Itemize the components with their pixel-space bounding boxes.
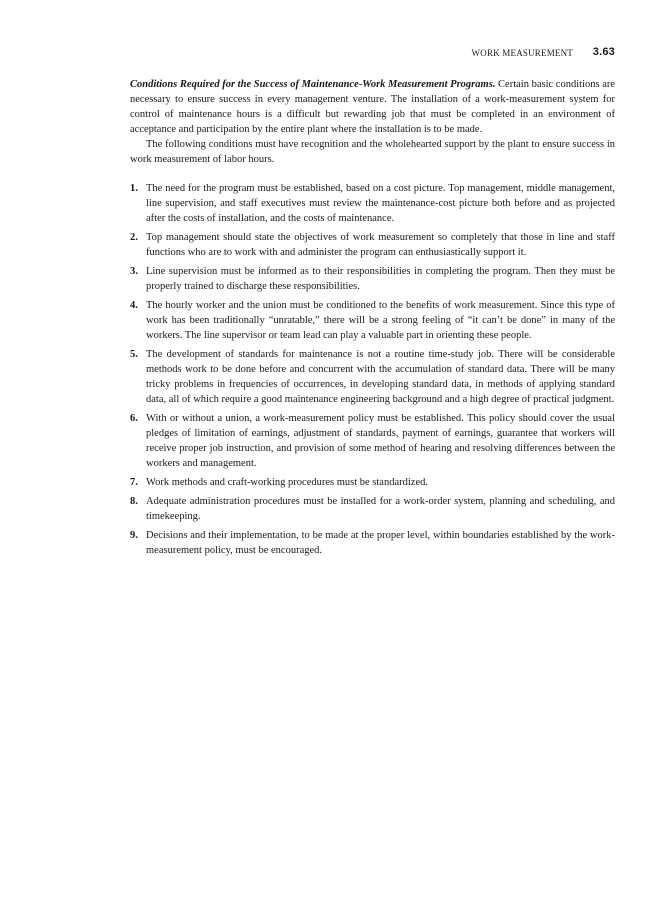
list-item <box>130 264 615 294</box>
list-item-number: 3. <box>130 266 138 277</box>
page-body <box>130 77 615 562</box>
section-heading: Conditions Required for the Success of Maintenance-Work Measurement Programs. <box>130 79 496 90</box>
list-item-text: Decisions and their implementation, to be made at the proper level, within boundaries established by the work-measurement policy, must be encouraged. <box>146 530 615 556</box>
intro-text: Certain basic conditions are necessary to ensure success in every management venture. The installation of a work-measurement system for control of maintenance hours is a difficult but rewarding job that must be completed in an environment of acceptance and participation by the entire plant where the installation is to be made. <box>130 79 616 135</box>
list-item-number: 9. <box>130 530 138 541</box>
intro-paragraph-2: The following conditions must have recognition and the wholehearted support by the plant to ensure success in work measurement of labor hours. <box>130 139 615 165</box>
list-item-text: The need for the program must be established, based on a cost picture. Top management, middle management, line supervision, and staff executives must review the maintenance-cost picture both before and as projected after the costs of installation, and the costs of maintenance. <box>146 183 615 224</box>
list-item-text: Line supervision must be informed as to their responsibilities in completing the program. Then they must be properly trained to discharge these responsibilities. <box>146 266 615 292</box>
list-item-text: With or without a union, a work-measurement policy must be established. This policy should cover the usual pledges of limitation of earnings, adjustment of standards, payment of earnings, guarantee that workers will receive proper job instruction, and provision of some method of hearing and resolving differences between the workers and management. <box>146 413 615 469</box>
list-item-text: Adequate administration procedures must be installed for a work-order system, planning and scheduling, and timekeeping. <box>146 496 615 522</box>
list-item <box>130 347 615 407</box>
list-item <box>130 494 615 524</box>
list-item-text: Work methods and craft-working procedures must be standardized. <box>146 477 428 488</box>
list-item-number: 2. <box>130 232 138 243</box>
running-header <box>130 46 615 60</box>
list-item-text: The development of standards for maintenance is not a routine time-study job. There will be considerable methods work to be done before and concurrent with the accumulation of standard data. There will be many tricky problems in frequencies of occurrences, in developing standard data, in methods of applying standard data, all of which require a good maintenance engineering background and a high degree of practical judgment. <box>146 349 615 405</box>
list-item <box>130 230 615 260</box>
list-item-text: Top management should state the objectives of work measurement so completely that those in line and staff functions who are to work with and administer the program can enthusiastically support it. <box>146 232 615 258</box>
list-item-text: The hourly worker and the union must be conditioned to the benefits of work measurement. Since this type of work has been traditionally “unratable,” there will be a strong feeling of “it can’t be done” in many of the workers. The line supervisor or team lead can play a valuable part in orienting these people. <box>146 300 615 341</box>
intro-paragraph <box>130 77 615 137</box>
list-item-number: 1. <box>130 183 138 194</box>
list-item-number: 8. <box>130 496 138 507</box>
list-item-number: 4. <box>130 300 138 311</box>
list-item <box>130 475 615 490</box>
list-item-number: 6. <box>130 413 138 424</box>
list-item <box>130 181 615 226</box>
list-item <box>130 528 615 558</box>
running-header-title: WORK MEASUREMENT <box>471 48 573 58</box>
list-item <box>130 411 615 471</box>
list-item <box>130 298 615 343</box>
list-item-number: 5. <box>130 349 138 360</box>
conditions-list <box>130 181 615 558</box>
page-number: 3.63 <box>592 46 615 58</box>
list-item-number: 7. <box>130 477 138 488</box>
